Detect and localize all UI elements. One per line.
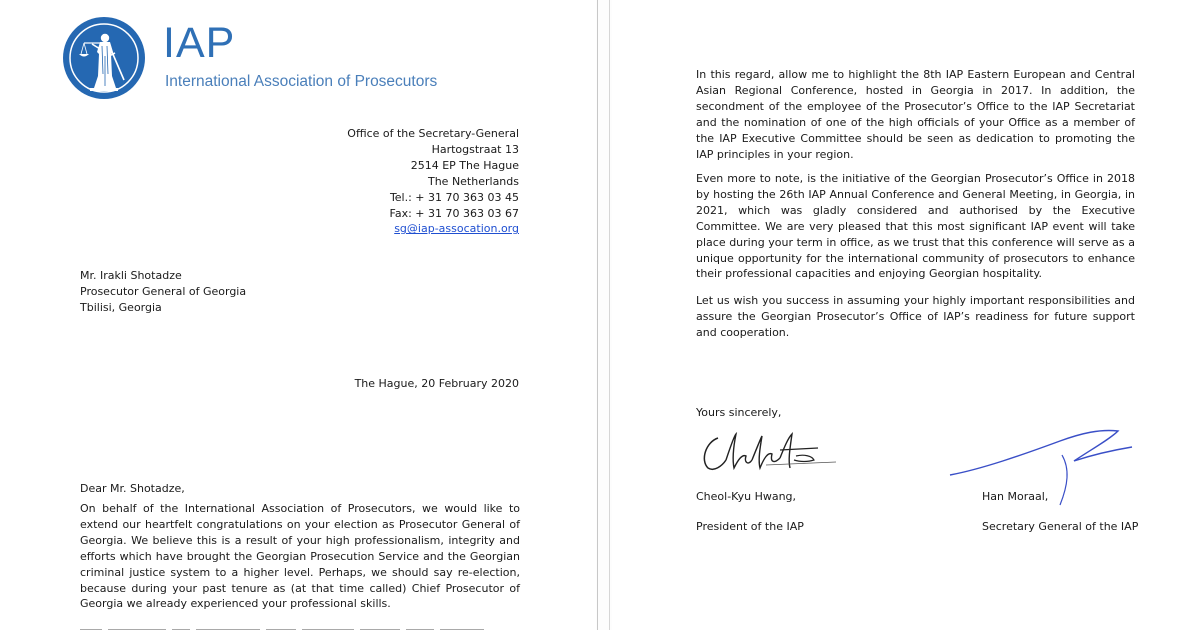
letter-page-2 [612,0,1200,630]
body-paragraph-3: Even more to note, is the initiative of the Georgian Prosecutor’s Office in 2018 by hosting the 26th IAP Annual Conference and General Meeting, in Georgia, in 2021, which was gladly considered and authorised by the Executive Committee. We are very pleased that this most significant IAP event will take place during your term in office, as we trust that this conference will serve as a unique opportunity for the international community of prosecutors to enhance their professional capacities and enjoying Georgian hospitality. [696,172,1135,281]
phone-line: Tel.: + 31 70 363 03 45 [389,190,519,204]
recipient-location: Tbilisi, Georgia [80,300,162,314]
address-line: Hartogstraat 13 [431,142,519,156]
recipient-block [80,268,246,315]
page-gutter [596,0,612,630]
salutation: Dear Mr. Shotadze, [80,482,185,495]
letter-date: The Hague, 20 February 2020 [354,377,519,390]
signatory-name: Cheol-Kyu Hwang, [696,490,797,503]
truncated-text-line [80,622,520,630]
body-paragraph-2: In this regard, allow me to highlight the 8th IAP Eastern European and Central Asian Regional Conference, hosted in Georgia in 2017. In addition, the secondment of the employee of the Prosecutor’s Office to the IAP Secretariat and the nomination of one of the high officials of your Office as a member of the IAP Executive Committee should be seen as dedication to promoting the IAP principles in your region. [696,68,1135,161]
fax-line: Fax: + 31 70 363 03 67 [389,206,519,220]
signatory-title: Secretary General of the IAP [982,520,1139,533]
signatory-title: President of the IAP [696,520,804,533]
email-link[interactable]: sg@iap-assocation.org [394,222,519,236]
body-paragraph-4: Let us wish you success in assuming your highly important responsibilities and assure the Georgian Prosecutor’s Office of IAP’s readiness for future support and cooperation. [696,294,1135,339]
signature-hwang [696,420,846,480]
sender-address-block [347,126,519,237]
address-line: Office of the Secretary-General [347,127,519,140]
iap-justice-logo [62,16,146,100]
recipient-name: Mr. Irakli Shotadze [80,269,182,282]
organization-name: International Association of Prosecutors [165,73,438,90]
recipient-title: Prosecutor General of Georgia [80,284,247,298]
body-paragraph-1: On behalf of the International Association of Prosecutors, we would like to extend our heartfelt congratulations on your election as Prosecutor General of Georgia. We believe this is a result of your high professionalism, integrity and efforts which have brought the Georgian Prosecution Service and the Georgian criminal justice system to a higher level. Perhaps, we should say re-election, because during your past tenure as (at that time called) Chief Prosecutor of Georgia we already experienced your professional skills. [80,502,520,611]
closing-phrase: Yours sincerely, [696,406,782,419]
address-line: The Netherlands [427,174,519,188]
address-line: 2514 EP The Hague [410,158,519,172]
letter-page-1 [0,0,596,630]
iap-abbreviation: IAP [163,19,236,67]
signatory-name: Han Moraal, [982,490,1049,503]
